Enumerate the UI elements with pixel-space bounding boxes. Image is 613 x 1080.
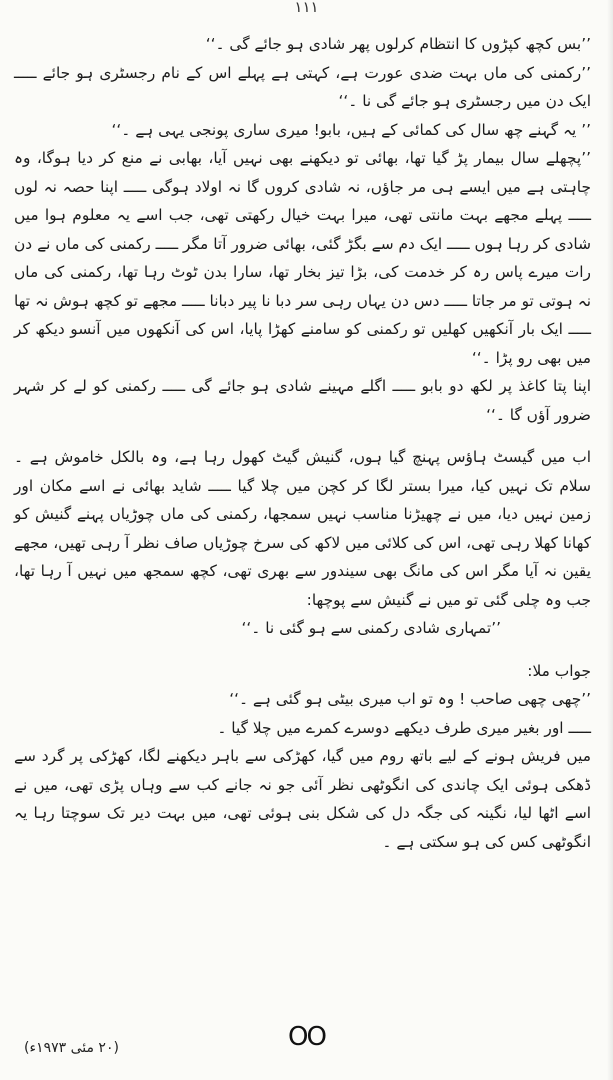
paragraph: ’’رکمنی کی ماں بہت ضدی عورت ہے، کہتی ہے پہلے اس کے نام رجسٹری ہو جائے ـــــ ایک دن میں رجسٹری ہو جائے گی نا ۔‘‘ [14,63,591,110]
paragraph: ’’چھی چھی صاحب ! وہ تو اب میری بیٹی ہو گئی ہے ۔‘‘ [229,690,591,708]
paragraph: اب میں گیسٹ ہاؤس پہنچ گیا ہوں، گنیش گیٹ کھول رہا ہے، وہ بالکل خاموش ہے ۔ سلام تک نہیں کیا، میرا بستر لگا کر کچن میں چلا گیا ـــــ شاید بھائی نے اسے مکان اور زمین نہیں دیا، میں نے چھیڑنا مناسب نہیں سمجھا، رکمنی کی ماں چوڑیاں پہنے گنیش کو کھانا کھلا رہی تھی، اس کی کلائی میں لاکھ کی سرخ چوڑیاں صاف نظر آ رہی تھیں، مجھے یقین نہ آیا مگر اس کی مانگ بھی سیندور سے بھری تھی، کچھ سمجھ میں نہیں آ رہا تھا، جب وہ چلی گئی تو میں نے گنیش سے پوچھا: [14,448,591,609]
paragraph: ’’پچھلے سال بیمار پڑ گیا تھا، بھائی تو دیکھنے بھی نہیں آیا، بھابی نے منع کر دیا ہوگا، وہ چاہتی ہے میں ایسے ہی مر جاؤں، نہ شادی کروں گا نہ اولاد ہوگی ـــــ اپنا حصہ نہ لوں ـــــ پہلے مجھے بہت مانتی تھی، میرا بہت خیال رکھتی تھی، جب اسے یہ معلوم ہوا میں شادی کر رہا ہوں ـــــ ایک دم سے بگڑ گئی، بھائی ضرور آتا مگر ـــــ رکمنی کی ماں نے دن رات میرے پاس رہ کر خدمت کی، بڑا تیز بخار تھا، سارا بدن ٹوٹ رہا تھا، رکمنی کی ماں نہ ہوتی تو مر جاتا ـــــ دس دن یہاں رہی سر دبا نا پیر دبانا ـــــ مجھے تو کچھ ہوش نہ تھا ـــــ ایک بار آنکھیں کھلیں تو رکمنی کو سامنے کھڑا پایا، اس کی آنکھوں میں آنسو دیکھ کر میں بھی رو پڑا ۔‘‘ [14,149,591,367]
story-text [14,30,591,856]
paragraph: میں فریش ہونے کے لیے باتھ روم میں گیا، کھڑکی سے باہر دیکھنے لگا، کھڑکی پر گرد سے ڈھکی ہوئی ایک چاندی کی انگوٹھی نظر آئی جو نہ جانے کب سے وہاں پڑی تھی، میں نے اسے اٹھا لیا، نگینہ کی جگہ دل کی شکل بنی ہوئی تھی، میں بہت دیر تک سوچتا رہا یہ انگوٹھی کس کی ہو سکتی ہے ۔ [14,747,591,851]
date-line: (۲۰ مئی ۱۹۷۳ء) [24,1040,119,1056]
paragraph: جواب ملا: [527,661,591,680]
paragraph: ’’بس کچھ کپڑوں کا انتظام کرلوں پھر شادی ہو جائے گی ۔‘‘ [205,35,591,53]
page-number: ۱۱۱ [294,0,319,16]
paragraph: اپنا پتا کاغذ پر لکھ دو بابو ـــــ اگلے مہینے شادی ہو جائے گی ـــــ رکمنی کو لے کر شہر ضرور آؤں گا ۔‘‘ [14,377,591,424]
end-mark: OO [288,1022,325,1052]
page-edge-shadow [607,0,613,1080]
paragraph: ـــــ اور بغیر میری طرف دیکھے دوسرے کمرے میں چلا گیا ۔ [217,718,591,737]
paragraph: ’’ یہ گہنے چھ سال کی کمائی کے ہیں، بابو! میری ساری پونجی یہی ہے ۔‘‘ [111,120,591,139]
paragraph: ’’تمہاری شادی رکمنی سے ہو گئی نا ۔‘‘ [241,619,501,637]
